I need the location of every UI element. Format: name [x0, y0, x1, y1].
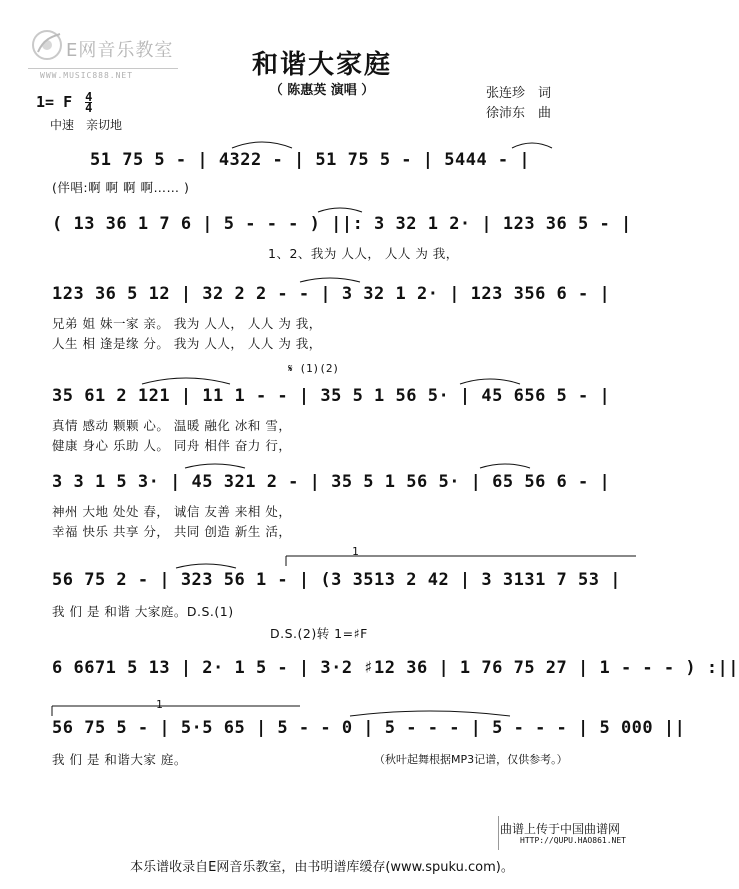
score-line-6: 56 75 2 - | 323 56 1 - | (3 3513 2 42 | 3 3131 7 53 |: [52, 570, 621, 590]
volta-1-label-2: 1: [156, 698, 163, 711]
score-line-1: 51 75 5 - | 4322 - | 51 75 5 - | 5444 - |: [90, 150, 531, 170]
lyric-line-8: 我 们 是 和谐大家 庭。: [52, 752, 187, 767]
lyricist-credit: 张连珍 词: [486, 86, 552, 101]
ds2-instruction: D.S.(2)转 1=♯F: [270, 626, 368, 641]
site-logo-text: E网音乐教室: [66, 40, 174, 61]
lyric-line-5a: 神州 大地 处处 春， 诚信 友善 来相 处，: [52, 504, 292, 519]
score-line-7: 6 6671 5 13 | 2· 1 5 - | 3·2 ♯12 36 | 1 76 75 27 | 1 - - - ) :||: [52, 658, 739, 678]
transcription-note: （秋叶起舞根据MP3记谱，仅供参考。）: [374, 753, 568, 766]
singer-credit: （ 陈惠英 演唱 ）: [269, 83, 375, 98]
lyric-line-4b: 健康 身心 乐助 人。 同舟 相伴 奋力 行，: [52, 438, 292, 453]
composer-credit: 徐沛东 曲: [486, 106, 552, 121]
lyric-line-6: 我 们 是 和谐 大家庭。D.S.(1): [52, 604, 234, 619]
lyric-line-4a: 真情 感动 颗颗 心。 温暖 融化 冰和 雪，: [52, 418, 292, 433]
tempo-marking: 中速 亲切地: [50, 118, 123, 132]
song-title: 和谐大家庭: [251, 50, 392, 80]
segno-mark: 𝄋 (1)(2): [288, 362, 340, 375]
score-line-8: 56 75 5 - | 5·5 65 | 5 - - 0 | 5 - - - | 5 - - - | 5 000 ||: [52, 718, 686, 738]
volta-1-label: 1: [352, 545, 359, 558]
score-line-2: ( 13 36 1 7 6 | 5 - - - ) ||: 3 32 1 2· | 123 36 5 - |: [52, 214, 632, 234]
upload-credit: 曲谱上传于中国曲谱网: [500, 822, 621, 836]
lyric-line-5b: 幸福 快乐 共享 分， 共同 创造 新生 活，: [52, 524, 292, 539]
time-bottom: 4: [85, 101, 93, 115]
score-line-4: 35 61 2 121 | 11 1 - - | 35 5 1 56 5· | 45 656 5 - |: [52, 386, 611, 406]
lyric-line-2: 1、2、我为 人人， 人人 为 我，: [268, 246, 459, 261]
upload-url: HTTP://QUPU.HAO861.NET: [520, 836, 626, 845]
lyric-line-1: (伴唱:啊 啊 啊 啊…… ): [52, 180, 190, 195]
time-top: 4: [85, 90, 93, 104]
lyric-line-3a: 兄弟 姐 妹一家 亲。 我为 人人， 人人 为 我，: [52, 316, 322, 331]
footer-source: 本乐谱收录自E网音乐教室，由书明谱库缓存(www.spuku.com)。: [130, 860, 514, 875]
score-line-3: 123 36 5 12 | 32 2 2 - - | 3 32 1 2· | 123 356 6 - |: [52, 284, 611, 304]
lyric-line-3b: 人生 相 逢是缘 分。 我为 人人， 人人 为 我，: [52, 336, 322, 351]
site-logo-url: WWW.MUSIC888.NET: [40, 71, 134, 80]
key-label: 1= F: [36, 93, 73, 111]
score-line-5: 3 3 1 5 3· | 45 321 2 - | 35 5 1 56 5· | 65 56 6 - |: [52, 472, 611, 492]
